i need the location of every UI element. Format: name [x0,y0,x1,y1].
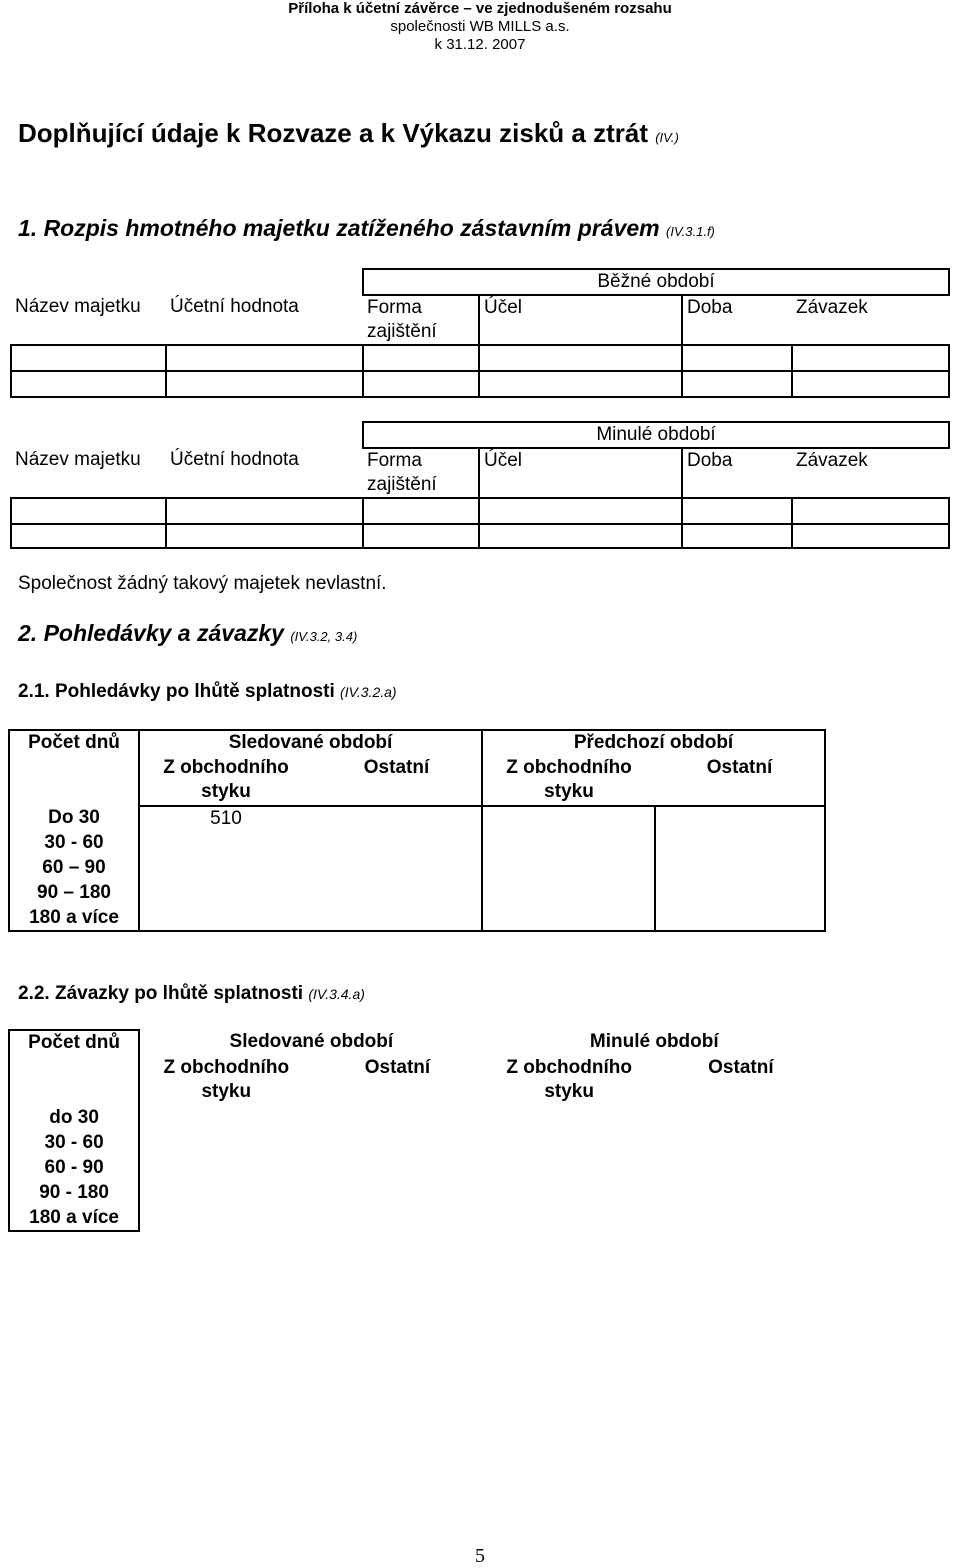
row-days: 60 – 90 [9,856,139,881]
page-title-ref: (IV.) [655,130,679,145]
col-trade-prev-line1: Z obchodního [506,1057,632,1078]
table-row [11,345,949,371]
row-days: Do 30 [9,806,139,831]
table-row [11,524,949,548]
col-security-form [363,448,479,498]
col-book-value: Účetní hodnota [170,296,299,317]
section1-heading-ref: (IV.3.1.f) [666,224,715,239]
section2-heading-text: 2. Pohledávky a závazky [18,620,284,646]
col-purpose: Účel [479,448,682,498]
table-row [9,831,825,856]
col-security-form-line2: zajištění [367,321,437,342]
table-row [9,1181,826,1206]
payables-heading-text: 2.2. Závazky po lhůtě splatnosti [18,983,304,1004]
receivables-heading-ref: (IV.3.2.a) [340,684,397,700]
table-row [9,856,825,881]
table-row [11,371,949,397]
col-other-prev: Ostatní [655,756,825,806]
col-purpose: Účel [479,295,682,345]
table-row [9,1156,826,1181]
payables-heading [18,983,365,1005]
col-trade [139,1056,312,1106]
row-days: 30 - 60 [9,1131,139,1156]
col-asset-name: Název majetku [15,449,141,470]
section2-heading [18,620,357,647]
row-days: 90 - 180 [9,1181,139,1206]
receivables-previous-period: Předchozí období [482,730,825,756]
table-row [9,1131,826,1156]
col-liability: Závazek [796,450,868,471]
payables-table [8,1029,826,1232]
col-liability: Závazek [796,297,868,318]
payables-current-period: Sledované období [229,1031,394,1052]
header-line1: Příloha k účetní závěrce – ve zjednodušeném rozsahu [288,0,672,17]
receivables-heading-text: 2.1. Pohledávky po lhůtě splatnosti [18,681,335,702]
section1-heading [18,215,715,242]
col-duration: Doba [687,450,733,471]
col-security-form [363,295,479,345]
col-trade-line2: styku [201,1081,252,1102]
col-trade-prev-line1: Z obchodního [506,757,632,778]
col-trade-prev [483,1056,656,1106]
assets-current-table [10,268,950,398]
assets-previous-table [10,421,950,549]
col-trade-prev-line2: styku [544,781,594,802]
col-security-form-line2: zajištění [367,474,437,495]
table-row [11,498,949,524]
col-trade-prev-line2: styku [544,1081,594,1102]
col-days: Počet dnů [9,1030,139,1056]
col-trade [139,756,312,806]
current-period-label: Běžné období [363,269,949,295]
receivables-table [8,729,826,932]
section1-note: Společnost žádný takový majetek nevlastní. [18,573,387,594]
row-days: 60 - 90 [9,1156,139,1181]
table-row [9,1106,826,1131]
table-row [9,906,825,931]
col-other: Ostatní [312,756,482,806]
col-trade-line1: Z obchodního [163,1057,290,1078]
header-line2: společnosti WB MILLS a.s. [390,18,570,35]
col-security-form-line1: Forma [367,297,422,318]
row-days: 90 – 180 [9,881,139,906]
col-other: Ostatní [364,1057,431,1078]
payables-heading-ref: (IV.3.4.a) [308,986,365,1002]
receivables-current-period: Sledované období [139,730,482,756]
row-days: do 30 [9,1106,139,1131]
section1-heading-text: 1. Rozpis hmotného majetku zatíženého zástavním právem [18,215,660,241]
table-row [9,806,825,831]
row-days: 180 a více [9,906,139,931]
payables-previous-period: Minulé období [589,1031,719,1052]
page-title [18,118,679,149]
col-duration: Doba [687,297,733,318]
col-book-value: Účetní hodnota [170,449,299,470]
col-other-prev: Ostatní [708,1057,774,1078]
row-days: 30 - 60 [9,831,139,856]
col-asset-name: Název majetku [15,296,141,317]
col-trade-line2: styku [201,781,251,802]
header-line3: k 31.12. 2007 [434,36,526,53]
row-cur-trade: 510 [139,806,312,831]
col-security-form-line1: Forma [367,450,422,471]
receivables-heading [18,681,397,703]
table-row [9,881,825,906]
previous-period-label: Minulé období [363,422,949,448]
col-trade-line1: Z obchodního [163,757,289,778]
document-header [0,0,960,54]
page-number: 5 [475,1545,485,1567]
row-days: 180 a více [9,1206,139,1231]
col-days: Počet dnů [9,730,139,756]
page-title-text: Doplňující údaje k Rozvaze a k Výkazu zisků a ztrát [18,118,648,148]
table-row [9,1206,826,1231]
section2-heading-ref: (IV.3.2, 3.4) [290,629,358,644]
col-trade-prev [482,756,655,806]
